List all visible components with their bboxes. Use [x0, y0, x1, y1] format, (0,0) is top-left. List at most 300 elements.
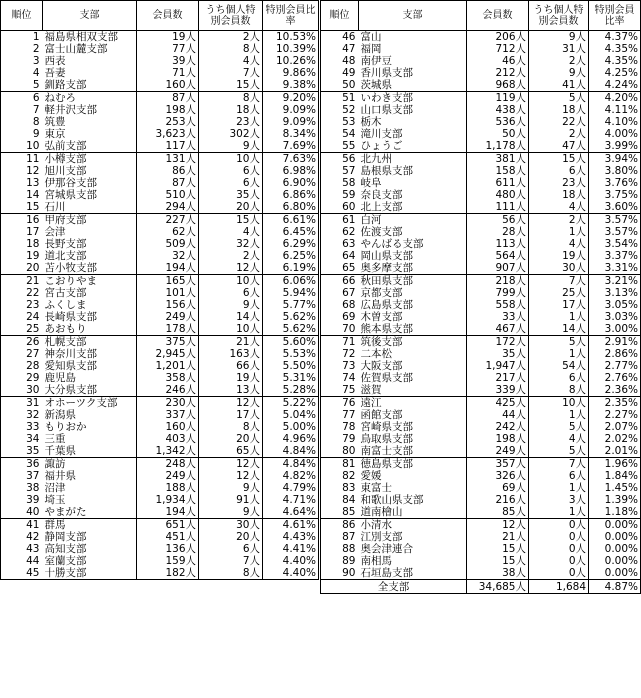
special-member-count: 30人: [199, 519, 263, 532]
table-row: [1, 336, 319, 349]
member-count: 32人: [137, 250, 199, 262]
rank-cell: 77: [321, 409, 359, 421]
member-count: 12人: [467, 519, 529, 532]
special-member-count: 0人: [529, 567, 589, 580]
rank-cell: 45: [1, 567, 43, 580]
rank-cell: 5: [1, 79, 43, 92]
rank-cell: 9: [1, 128, 43, 140]
table-row: [1, 43, 319, 55]
table-row: [321, 543, 641, 555]
table-row: [321, 299, 641, 311]
special-member-count: 4人: [199, 55, 263, 67]
table-row: [1, 189, 319, 201]
member-count: 249人: [467, 445, 529, 458]
special-ratio: 2.27%: [589, 409, 641, 421]
table-row: [321, 482, 641, 494]
special-ratio: 2.02%: [589, 433, 641, 445]
rank-cell: 37: [1, 470, 43, 482]
special-member-count: 65人: [199, 445, 263, 458]
branch-name: 札幌支部: [43, 336, 137, 349]
special-member-count: 23人: [529, 177, 589, 189]
table-row: [1, 323, 319, 336]
member-count: 799人: [467, 287, 529, 299]
branch-name: 筑後支部: [359, 336, 467, 349]
branch-name: 鹿児島: [43, 372, 137, 384]
rank-cell: 26: [1, 336, 43, 349]
table-row: [321, 67, 641, 79]
special-ratio: 9.09%: [263, 116, 319, 128]
branch-name: 鳥取県支部: [359, 433, 467, 445]
special-member-count: 5人: [529, 445, 589, 458]
rank-cell: 61: [321, 214, 359, 227]
special-member-count: 91人: [199, 494, 263, 506]
member-count: 480人: [467, 189, 529, 201]
special-ratio: 2.01%: [589, 445, 641, 458]
special-ratio: 2.86%: [589, 348, 641, 360]
table-row: [1, 384, 319, 397]
branch-name: 十勝支部: [43, 567, 137, 580]
special-ratio: 6.98%: [263, 165, 319, 177]
special-member-count: 9人: [199, 482, 263, 494]
special-ratio: 4.40%: [263, 555, 319, 567]
special-ratio: 2.91%: [589, 336, 641, 349]
member-count: 28人: [467, 226, 529, 238]
table-row: [1, 567, 319, 580]
table-row: [321, 372, 641, 384]
rank-cell: 4: [1, 67, 43, 79]
special-ratio: 3.05%: [589, 299, 641, 311]
rank-cell: 85: [321, 506, 359, 519]
table-row: [1, 470, 319, 482]
table-row: [321, 165, 641, 177]
special-member-count: 18人: [529, 104, 589, 116]
branch-name: 千葉県: [43, 445, 137, 458]
special-member-count: 1人: [529, 348, 589, 360]
total-row: [321, 580, 641, 594]
rank-cell: 66: [321, 275, 359, 288]
special-ratio: 3.13%: [589, 287, 641, 299]
rank-cell: 87: [321, 531, 359, 543]
member-count: 968人: [467, 79, 529, 92]
member-count: 712人: [467, 43, 529, 55]
rank-cell: 28: [1, 360, 43, 372]
rank-cell: 14: [1, 189, 43, 201]
branch-name: 伊那谷支部: [43, 177, 137, 189]
branch-name: 佐賀県支部: [359, 372, 467, 384]
rank-cell: 33: [1, 421, 43, 433]
branch-name: 北上支部: [359, 201, 467, 214]
special-ratio: 7.69%: [263, 140, 319, 153]
rank-cell: 59: [321, 189, 359, 201]
branch-name: 奈良支部: [359, 189, 467, 201]
branch-name: 苫小牧支部: [43, 262, 137, 275]
special-ratio: 4.35%: [589, 55, 641, 67]
special-member-count: 12人: [199, 470, 263, 482]
rank-cell: 51: [321, 92, 359, 105]
member-count: 611人: [467, 177, 529, 189]
rank-cell: 17: [1, 226, 43, 238]
special-member-count: 9人: [199, 506, 263, 519]
header-branch: 支部: [359, 1, 467, 31]
rank-cell: 39: [1, 494, 43, 506]
branch-name: 滝川支部: [359, 128, 467, 140]
special-member-count: 6人: [199, 177, 263, 189]
rank-cell: 36: [1, 458, 43, 471]
member-count: 249人: [137, 470, 199, 482]
branch-name: 南富士支部: [359, 445, 467, 458]
branch-name: やんばる支部: [359, 238, 467, 250]
table-row: [321, 421, 641, 433]
special-member-count: 5人: [529, 336, 589, 349]
special-member-count: 20人: [199, 201, 263, 214]
special-ratio: 6.29%: [263, 238, 319, 250]
rank-cell: 30: [1, 384, 43, 397]
special-member-count: 4人: [529, 201, 589, 214]
special-member-count: 15人: [199, 214, 263, 227]
member-count: 651人: [137, 519, 199, 532]
branch-name: 道北支部: [43, 250, 137, 262]
branch-name: 福島県相双支部: [43, 31, 137, 44]
rank-cell: 23: [1, 299, 43, 311]
rank-cell: 27: [1, 348, 43, 360]
member-count: 509人: [137, 238, 199, 250]
rank-cell: 53: [321, 116, 359, 128]
special-ratio: 6.80%: [263, 201, 319, 214]
branch-name: 福岡: [359, 43, 467, 55]
table-row: [321, 397, 641, 410]
table-row: [1, 445, 319, 458]
table-row: [1, 31, 319, 44]
special-member-count: 2人: [529, 55, 589, 67]
branch-name: 静岡支部: [43, 531, 137, 543]
special-member-count: 4人: [529, 238, 589, 250]
special-ratio: 1.96%: [589, 458, 641, 471]
member-count: 337人: [137, 409, 199, 421]
table-row: [321, 555, 641, 567]
special-member-count: 163人: [199, 348, 263, 360]
special-member-count: 35人: [199, 189, 263, 201]
special-member-count: 6人: [199, 543, 263, 555]
table-row: [1, 140, 319, 153]
special-member-count: 8人: [199, 567, 263, 580]
member-count: 467人: [467, 323, 529, 336]
member-count: 178人: [137, 323, 199, 336]
table-row: [321, 531, 641, 543]
special-ratio: 4.84%: [263, 445, 319, 458]
special-member-count: 17人: [199, 409, 263, 421]
special-member-count: 7人: [529, 275, 589, 288]
branch-name: 愛媛: [359, 470, 467, 482]
special-member-count: 9人: [529, 67, 589, 79]
branch-name: 南伊豆: [359, 55, 467, 67]
branch-name: 徳島県支部: [359, 458, 467, 471]
table-row: [321, 360, 641, 372]
special-ratio: 4.20%: [589, 92, 641, 105]
member-count: 1,178人: [467, 140, 529, 153]
special-ratio: 0.00%: [589, 531, 641, 543]
rank-cell: 11: [1, 153, 43, 166]
special-member-count: 0人: [529, 519, 589, 532]
rank-cell: 81: [321, 458, 359, 471]
special-member-count: 15人: [529, 153, 589, 166]
member-count: 253人: [137, 116, 199, 128]
table-row: [321, 311, 641, 323]
branch-name: 宮古支部: [43, 287, 137, 299]
rank-cell: 86: [321, 519, 359, 532]
special-ratio: 3.57%: [589, 214, 641, 227]
table-row: [1, 55, 319, 67]
branch-name: 会津: [43, 226, 137, 238]
special-ratio: 6.19%: [263, 262, 319, 275]
member-count: 39人: [137, 55, 199, 67]
special-member-count: 8人: [199, 92, 263, 105]
branch-name: 長崎県支部: [43, 311, 137, 323]
table-row: [1, 555, 319, 567]
rank-cell: 31: [1, 397, 43, 410]
header-members: 会員数: [467, 1, 529, 31]
special-ratio: 4.84%: [263, 458, 319, 471]
table-row: [321, 43, 641, 55]
member-count: 227人: [137, 214, 199, 227]
special-ratio: 4.64%: [263, 506, 319, 519]
member-count: 87人: [137, 177, 199, 189]
member-count: 216人: [467, 494, 529, 506]
branch-name: 江別支部: [359, 531, 467, 543]
rank-cell: 29: [1, 372, 43, 384]
table-row: [321, 262, 641, 275]
special-ratio: 0.00%: [589, 555, 641, 567]
special-ratio: 4.96%: [263, 433, 319, 445]
special-ratio: 10.26%: [263, 55, 319, 67]
branch-name: もりおか: [43, 421, 137, 433]
table-row: [1, 128, 319, 140]
special-ratio: 3.57%: [589, 226, 641, 238]
branch-name: 岡山県支部: [359, 250, 467, 262]
branch-name: 函館支部: [359, 409, 467, 421]
special-member-count: 302人: [199, 128, 263, 140]
member-count: 33人: [467, 311, 529, 323]
member-count: 113人: [467, 238, 529, 250]
special-ratio: 1.84%: [589, 470, 641, 482]
rank-cell: 15: [1, 201, 43, 214]
table-row: [321, 214, 641, 227]
rank-cell: 82: [321, 470, 359, 482]
special-ratio: 5.62%: [263, 311, 319, 323]
table-row: [1, 360, 319, 372]
rank-cell: 22: [1, 287, 43, 299]
member-count: 438人: [467, 104, 529, 116]
rank-cell: 73: [321, 360, 359, 372]
member-count: 217人: [467, 372, 529, 384]
special-ratio: 4.43%: [263, 531, 319, 543]
member-count: 38人: [467, 567, 529, 580]
member-count: 56人: [467, 214, 529, 227]
table-row: [321, 226, 641, 238]
table-row: [1, 397, 319, 410]
special-ratio: 4.11%: [589, 104, 641, 116]
member-count: 172人: [467, 336, 529, 349]
branch-name: こおりやま: [43, 275, 137, 288]
special-member-count: 12人: [199, 458, 263, 471]
branch-name: 南相馬: [359, 555, 467, 567]
table-row: [1, 287, 319, 299]
member-count: 86人: [137, 165, 199, 177]
branch-name: 諏訪: [43, 458, 137, 471]
rank-cell: 67: [321, 287, 359, 299]
special-ratio: 9.09%: [263, 104, 319, 116]
rank-cell: 25: [1, 323, 43, 336]
special-member-count: 19人: [529, 250, 589, 262]
table-row: [1, 494, 319, 506]
branch-name: 岐阜: [359, 177, 467, 189]
branch-name: 富山: [359, 31, 467, 44]
special-ratio: 2.36%: [589, 384, 641, 397]
special-ratio: 4.61%: [263, 519, 319, 532]
table-row: [321, 55, 641, 67]
rank-cell: 78: [321, 421, 359, 433]
member-count: 182人: [137, 567, 199, 580]
branch-name: 甲府支部: [43, 214, 137, 227]
member-count: 907人: [467, 262, 529, 275]
member-count: 19人: [137, 31, 199, 44]
special-ratio: 6.06%: [263, 275, 319, 288]
table-row: [1, 79, 319, 92]
table-row: [1, 409, 319, 421]
special-member-count: 1人: [529, 482, 589, 494]
special-ratio: 5.31%: [263, 372, 319, 384]
member-count: 326人: [467, 470, 529, 482]
header-branch: 支部: [43, 1, 137, 31]
branch-name: 福井県: [43, 470, 137, 482]
rank-cell: 43: [1, 543, 43, 555]
special-member-count: 2人: [199, 31, 263, 44]
table-row: [1, 506, 319, 519]
table-row: [321, 31, 641, 44]
branch-name: 富士山麓支部: [43, 43, 137, 55]
member-count: 15人: [467, 543, 529, 555]
member-count: 558人: [467, 299, 529, 311]
branch-name: 東富士: [359, 482, 467, 494]
branch-name: 木曽支部: [359, 311, 467, 323]
special-member-count: 2人: [529, 128, 589, 140]
special-ratio: 5.94%: [263, 287, 319, 299]
member-count: 159人: [137, 555, 199, 567]
member-count: 218人: [467, 275, 529, 288]
branch-name: 小清水: [359, 519, 467, 532]
member-count: 375人: [137, 336, 199, 349]
member-count: 357人: [467, 458, 529, 471]
special-member-count: 8人: [199, 421, 263, 433]
branch-name: 道南檜山: [359, 506, 467, 519]
table-row: [1, 372, 319, 384]
branch-name: 奥会津連合: [359, 543, 467, 555]
special-ratio: 3.31%: [589, 262, 641, 275]
special-ratio: 4.25%: [589, 67, 641, 79]
special-member-count: 18人: [199, 104, 263, 116]
branch-name: オホーツク支部: [43, 397, 137, 410]
special-ratio: 6.45%: [263, 226, 319, 238]
special-member-count: 6人: [529, 165, 589, 177]
table-row: [321, 104, 641, 116]
member-count: 111人: [467, 201, 529, 214]
table-row: [321, 238, 641, 250]
branch-name: 筑豊: [43, 116, 137, 128]
header-rank: 順位: [1, 1, 43, 31]
special-ratio: 5.00%: [263, 421, 319, 433]
rank-cell: 18: [1, 238, 43, 250]
table-row: [321, 275, 641, 288]
rank-cell: 71: [321, 336, 359, 349]
special-ratio: 4.37%: [589, 31, 641, 44]
special-member-count: 47人: [529, 140, 589, 153]
special-member-count: 54人: [529, 360, 589, 372]
rank-cell: 69: [321, 311, 359, 323]
rank-cell: 72: [321, 348, 359, 360]
table-row: [1, 433, 319, 445]
rank-cell: 7: [1, 104, 43, 116]
branch-name: 室蘭支部: [43, 555, 137, 567]
table-row: [1, 226, 319, 238]
member-count: 160人: [137, 79, 199, 92]
table-row: [321, 336, 641, 349]
special-ratio: 4.10%: [589, 116, 641, 128]
table-row: [1, 543, 319, 555]
special-ratio: 4.00%: [589, 128, 641, 140]
table-row: [321, 79, 641, 92]
member-count: 46人: [467, 55, 529, 67]
table-row: [1, 482, 319, 494]
rank-cell: 3: [1, 55, 43, 67]
branch-name: 白河: [359, 214, 467, 227]
table-row: [321, 519, 641, 532]
special-member-count: 7人: [529, 458, 589, 471]
special-ratio: 3.03%: [589, 311, 641, 323]
table-row: [1, 67, 319, 79]
rank-cell: 48: [321, 55, 359, 67]
branch-name: 大阪支部: [359, 360, 467, 372]
special-member-count: 21人: [199, 336, 263, 349]
special-member-count: 15人: [199, 79, 263, 92]
member-count: 156人: [137, 299, 199, 311]
branch-name: 石川: [43, 201, 137, 214]
member-count: 101人: [137, 287, 199, 299]
branch-name: 島根県支部: [359, 165, 467, 177]
special-member-count: 6人: [199, 165, 263, 177]
rank-cell: 24: [1, 311, 43, 323]
table-row: [321, 470, 641, 482]
member-count: 206人: [467, 31, 529, 44]
rank-cell: 54: [321, 128, 359, 140]
branch-name: 軽井沢支部: [43, 104, 137, 116]
special-ratio: 9.86%: [263, 67, 319, 79]
member-count: 536人: [467, 116, 529, 128]
branch-name: 弘前支部: [43, 140, 137, 153]
special-ratio: 9.20%: [263, 92, 319, 105]
special-ratio: 4.82%: [263, 470, 319, 482]
table-row: [321, 140, 641, 153]
table-row: [321, 433, 641, 445]
branch-name: 新潟県: [43, 409, 137, 421]
member-count: 119人: [467, 92, 529, 105]
special-ratio: 10.53%: [263, 31, 319, 44]
special-member-count: 12人: [199, 262, 263, 275]
table-row: [321, 384, 641, 397]
table-row: [1, 262, 319, 275]
rank-cell: 70: [321, 323, 359, 336]
special-ratio: 7.63%: [263, 153, 319, 166]
member-count: 62人: [137, 226, 199, 238]
special-member-count: 0人: [529, 543, 589, 555]
